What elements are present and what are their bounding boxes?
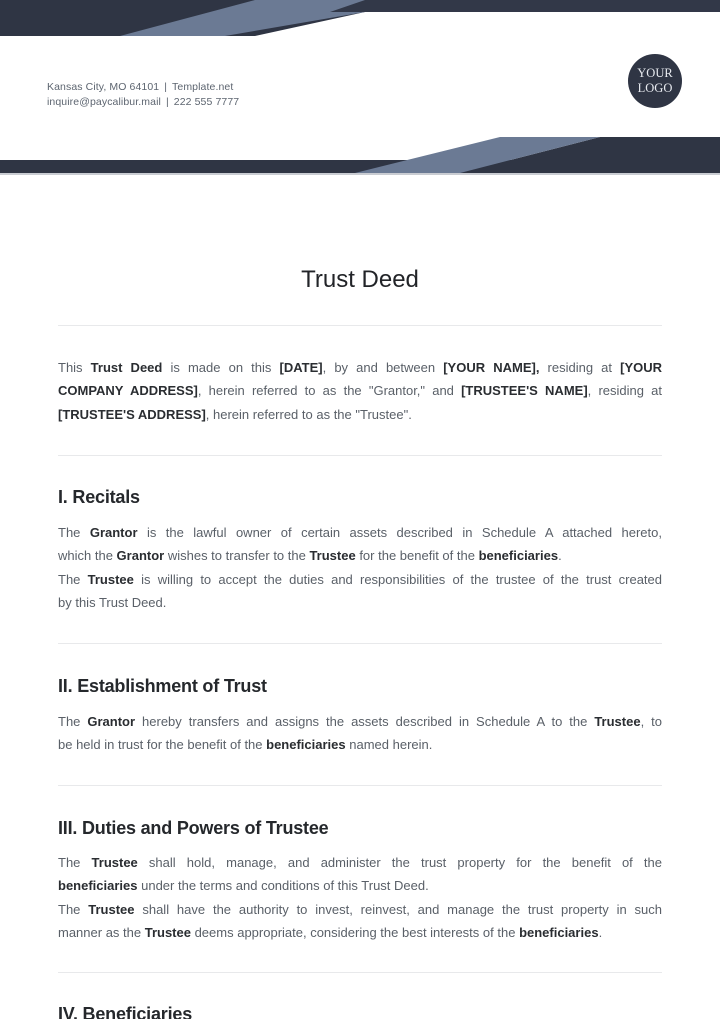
emphasis-term: beneficiaries	[266, 737, 346, 753]
divider	[58, 325, 662, 326]
divider	[58, 785, 662, 786]
email-link[interactable]: inquire@paycalibur.mail	[47, 96, 161, 108]
emphasis-term: Grantor	[116, 548, 165, 564]
emphasis-term: Trustee	[144, 924, 191, 940]
divider	[58, 972, 662, 973]
section-heading-duties: III. Duties and Powers of Trustee	[58, 818, 329, 838]
address-text: Kansas City, MO 64101	[47, 81, 160, 93]
section-establishment-text	[58, 710, 662, 757]
emphasis-term: Grantor	[87, 714, 136, 729]
emphasis-term: beneficiaries	[58, 878, 138, 894]
section-recitals-text	[58, 521, 662, 614]
text-line: [TRUSTEE'S ADDRESS], herein referred to as the "Trustee".	[58, 406, 412, 422]
text-line: which the Grantor wishes to transfer to the Trustee for the benefit of the beneficiaries.	[58, 548, 562, 564]
section-heading-recitals: I. Recitals	[58, 487, 140, 507]
text-line: beneficiaries under the terms and conditions of this Trust Deed.	[58, 878, 429, 894]
emphasis-term: Grantor	[89, 525, 138, 540]
phone-text: 222 555 7777	[173, 96, 240, 108]
contact-info	[47, 80, 239, 110]
emphasis-term: [TRUSTEE'S ADDRESS]	[58, 406, 206, 422]
text-line: The Trustee shall hold, manage, and administer the trust property for the benefit of the	[58, 855, 663, 870]
emphasis-term: Trustee	[87, 571, 134, 587]
divider	[58, 455, 662, 456]
section-heading-beneficiaries: IV. Beneficiaries	[58, 1004, 193, 1019]
contact-line-email: inquire@paycalibur.mail | 222 555 7777	[47, 96, 240, 108]
emphasis-term: [TRUSTEE'S NAME]	[461, 383, 588, 399]
document-title: Trust Deed	[301, 266, 419, 293]
emphasis-term: [DATE]	[279, 360, 323, 375]
emphasis-term: Trustee	[594, 714, 641, 729]
text-line: The Trustee is willing to accept the duties and responsibilities of the trustee of the trust created	[58, 571, 662, 587]
text-line: The Grantor hereby transfers and assigns the assets described in Schedule A to the Trustee, to	[58, 714, 663, 729]
emphasis-term: Trust Deed	[90, 360, 163, 375]
emphasis-term: beneficiaries	[478, 548, 559, 564]
emphasis-term: [YOUR NAME],	[443, 360, 540, 375]
divider	[58, 643, 662, 644]
section-heading-establishment: II. Establishment of Trust	[58, 676, 267, 696]
emphasis-term: COMPANY ADDRESS]	[58, 383, 198, 399]
company-logo: YOUR LOGO	[628, 54, 682, 108]
emphasis-term: Trustee	[91, 855, 138, 870]
website-link[interactable]: Template.net	[172, 81, 234, 93]
text-line: manner as the Trustee deems appropriate, considering the best interests of the beneficiaries.	[58, 924, 603, 940]
text-line: by this Trust Deed.	[58, 594, 167, 610]
text-line: This Trust Deed is made on this [DATE], by and between [YOUR NAME], residing at [YOUR	[58, 360, 663, 375]
emphasis-term: Trustee	[88, 901, 135, 917]
emphasis-term: Trustee	[309, 548, 356, 564]
text-line: The Grantor is the lawful owner of certain assets described in Schedule A attached hereto,	[58, 525, 662, 540]
text-line: The Trustee shall have the authority to invest, reinvest, and manage the trust property in such	[58, 901, 662, 917]
text-line: be held in trust for the benefit of the beneficiaries named herein.	[58, 737, 433, 753]
emphasis-term: beneficiaries	[519, 924, 599, 940]
letterhead	[0, 0, 720, 176]
section-duties-text	[58, 851, 662, 944]
intro-paragraph	[58, 356, 662, 426]
text-line: COMPANY ADDRESS], herein referred to as the "Grantor," and [TRUSTEE'S NAME], residing at	[58, 383, 662, 399]
emphasis-term: [YOUR	[620, 360, 663, 375]
contact-line-address: Kansas City, MO 64101 | Template.net	[47, 81, 234, 93]
